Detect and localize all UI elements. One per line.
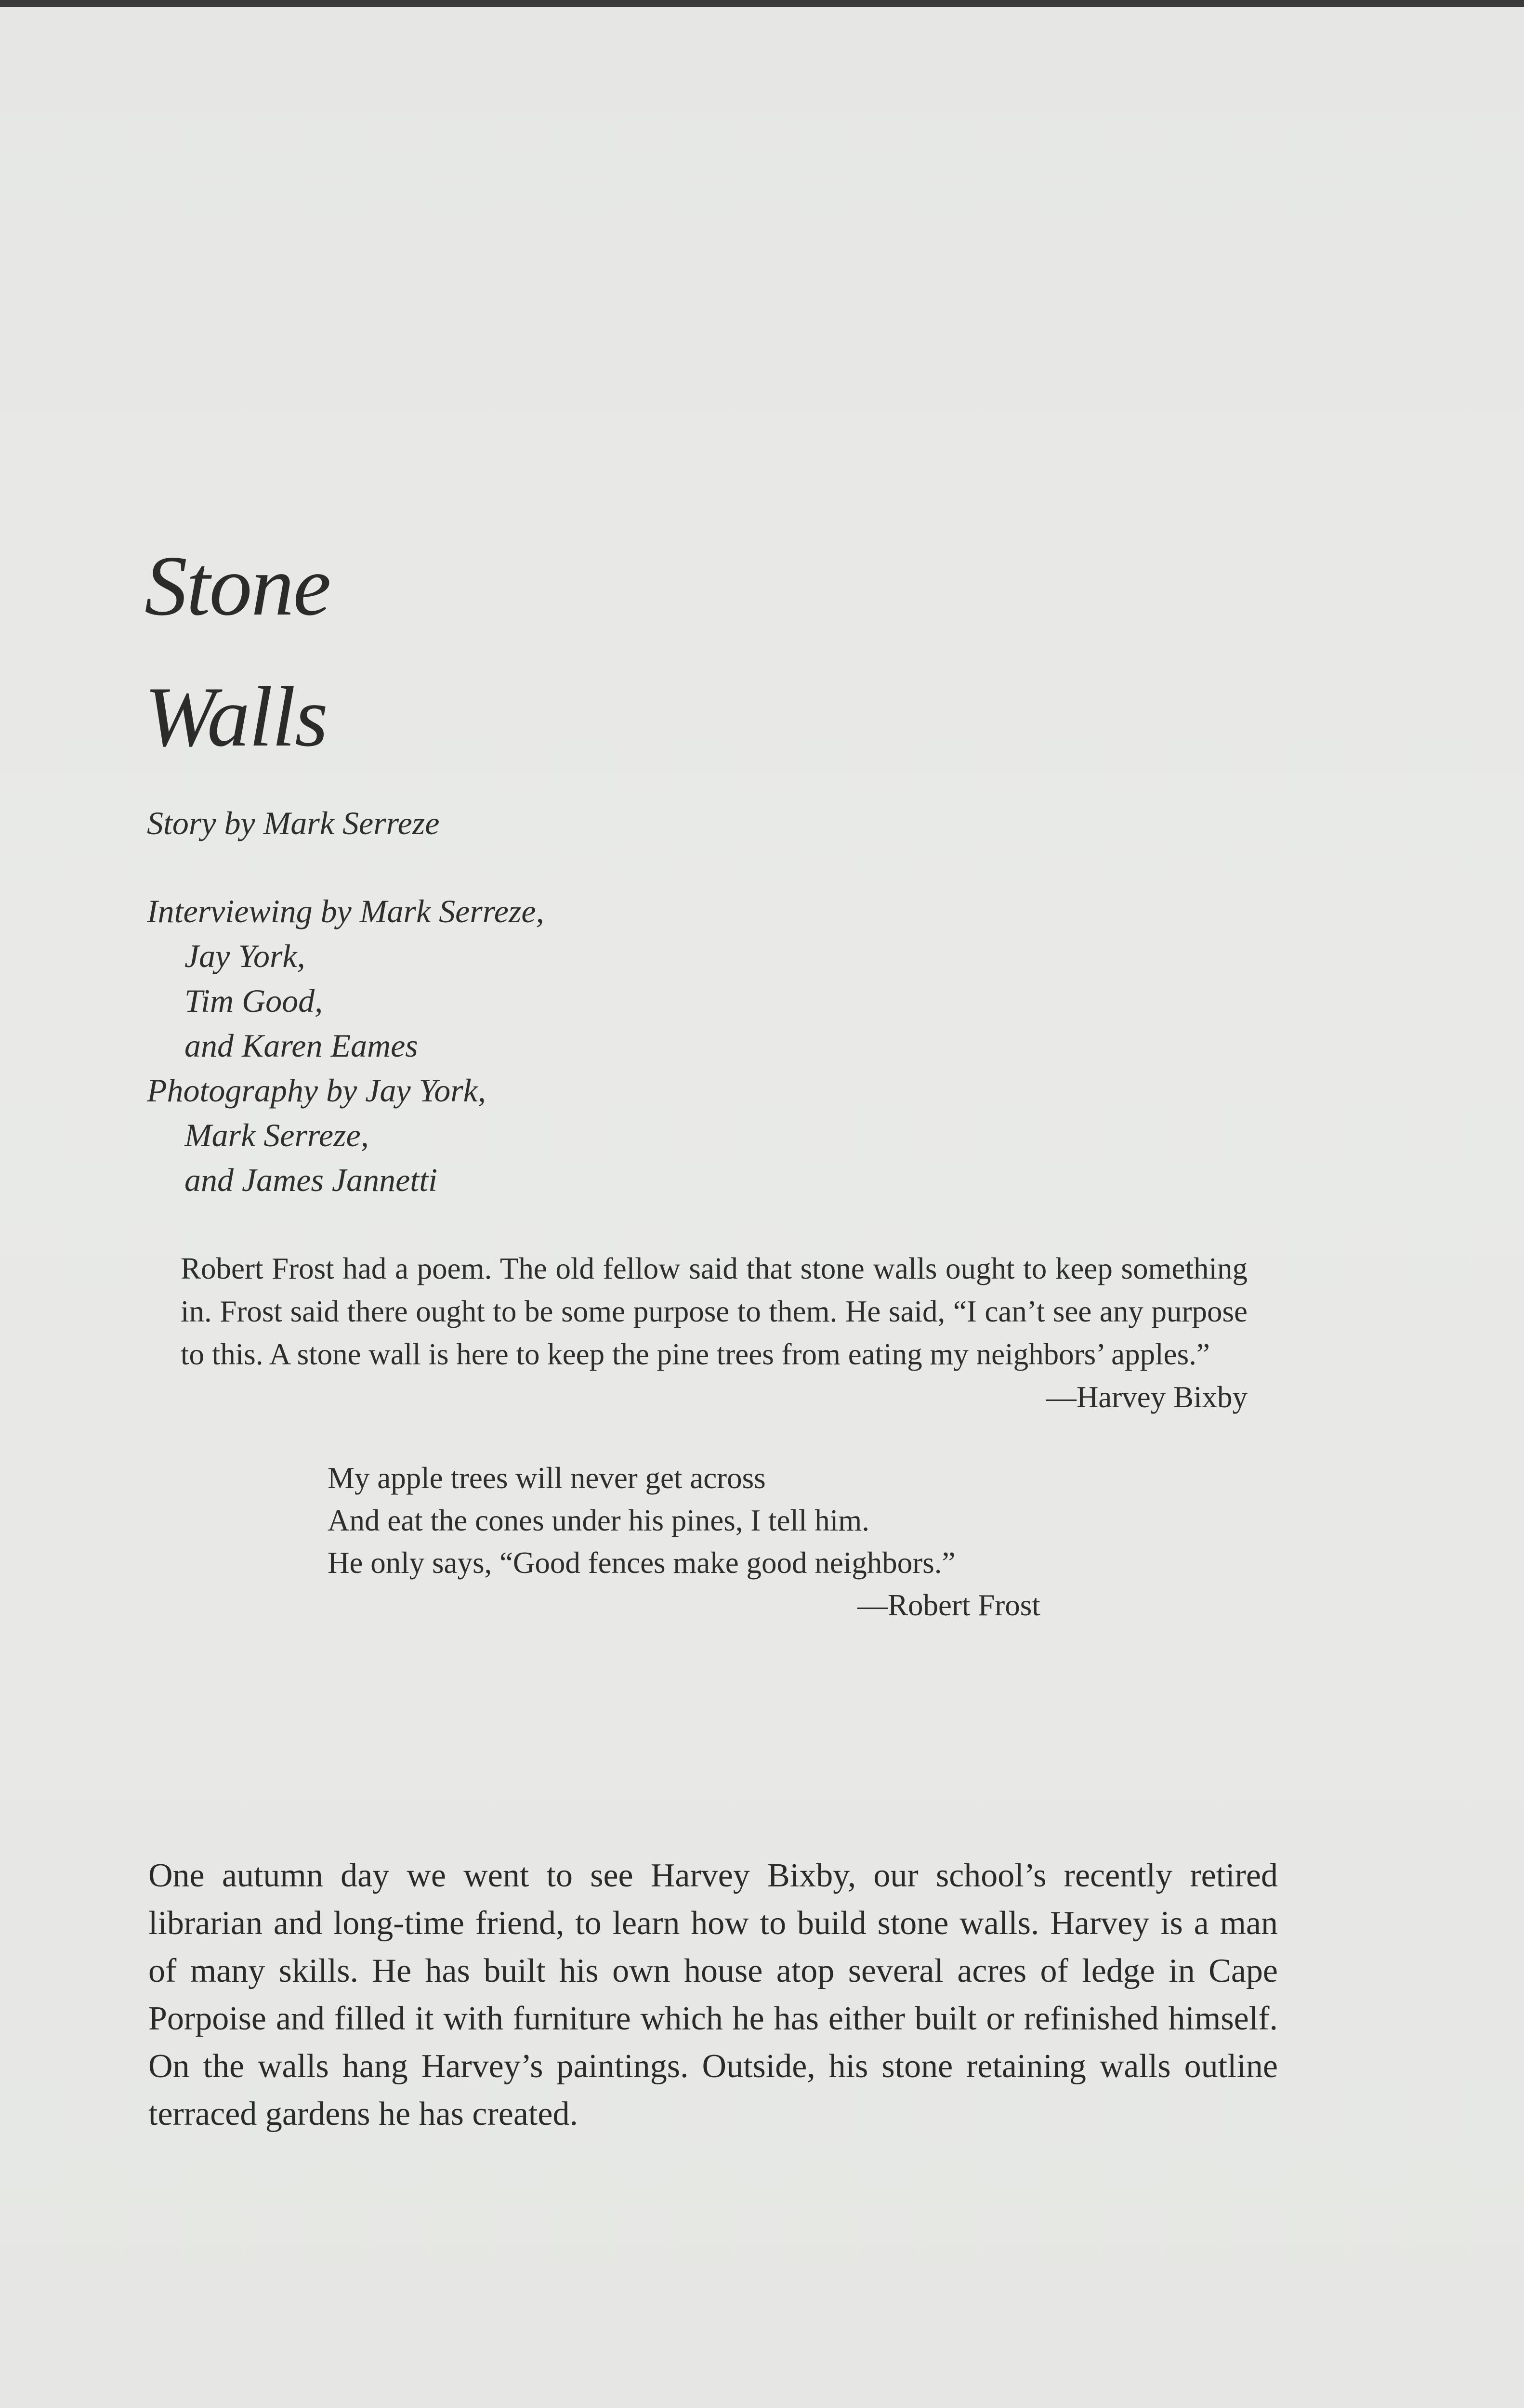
credits-block	[147, 801, 544, 1203]
photography-credit-name: Mark Serreze,	[184, 1117, 369, 1153]
poem-attribution: —Robert Frost	[857, 1588, 1040, 1622]
poem-line: He only says, “Good fences make good neighbors.”	[328, 1546, 956, 1580]
interviewing-credit-name: Jay York,	[184, 938, 305, 974]
epigraph-attribution: —Harvey Bixby	[1046, 1380, 1248, 1414]
poem-line: My apple trees will never get across	[328, 1461, 766, 1495]
page-title	[145, 520, 330, 782]
title-line-2: Walls	[145, 669, 328, 764]
photography-credit-name: and James Jannetti	[184, 1162, 437, 1198]
poem-line: And eat the cones under his pines, I tell him.	[328, 1504, 869, 1537]
poem-quote	[328, 1457, 1040, 1626]
story-credit: Story by Mark Serreze	[147, 805, 440, 841]
epigraph-quote	[181, 1247, 1248, 1419]
top-edge-rule	[0, 0, 1524, 7]
epigraph-text: Robert Frost had a poem. The old fellow said that stone walls ought to keep something in. Frost said there ought to be some purpose to them. He said, “I can’t see any purpose to this. A stone wall is here to keep the pine trees from eating my neighbors’ apples.”	[181, 1252, 1248, 1371]
photography-credit-heading: Photography by Jay York,	[147, 1072, 486, 1109]
interviewing-credit-name: Tim Good,	[184, 982, 323, 1019]
body-paragraph: One autumn day we went to see Harvey Bixby, our school’s recently retired librarian and long-time friend, to learn how to build stone walls. Harvey is a man of many skills. He has built his own house atop several acres of ledge in Cape Porpoise and filled it with furniture which he has either built or refinished himself. On the walls hang Harvey’s paintings. Outside, his stone retaining walls outline terraced gardens he has created.	[148, 1857, 1278, 2133]
title-line-1: Stone	[145, 538, 330, 633]
interviewing-credit-heading: Interviewing by Mark Serreze,	[147, 893, 544, 929]
interviewing-credit-name: and Karen Eames	[184, 1027, 418, 1064]
